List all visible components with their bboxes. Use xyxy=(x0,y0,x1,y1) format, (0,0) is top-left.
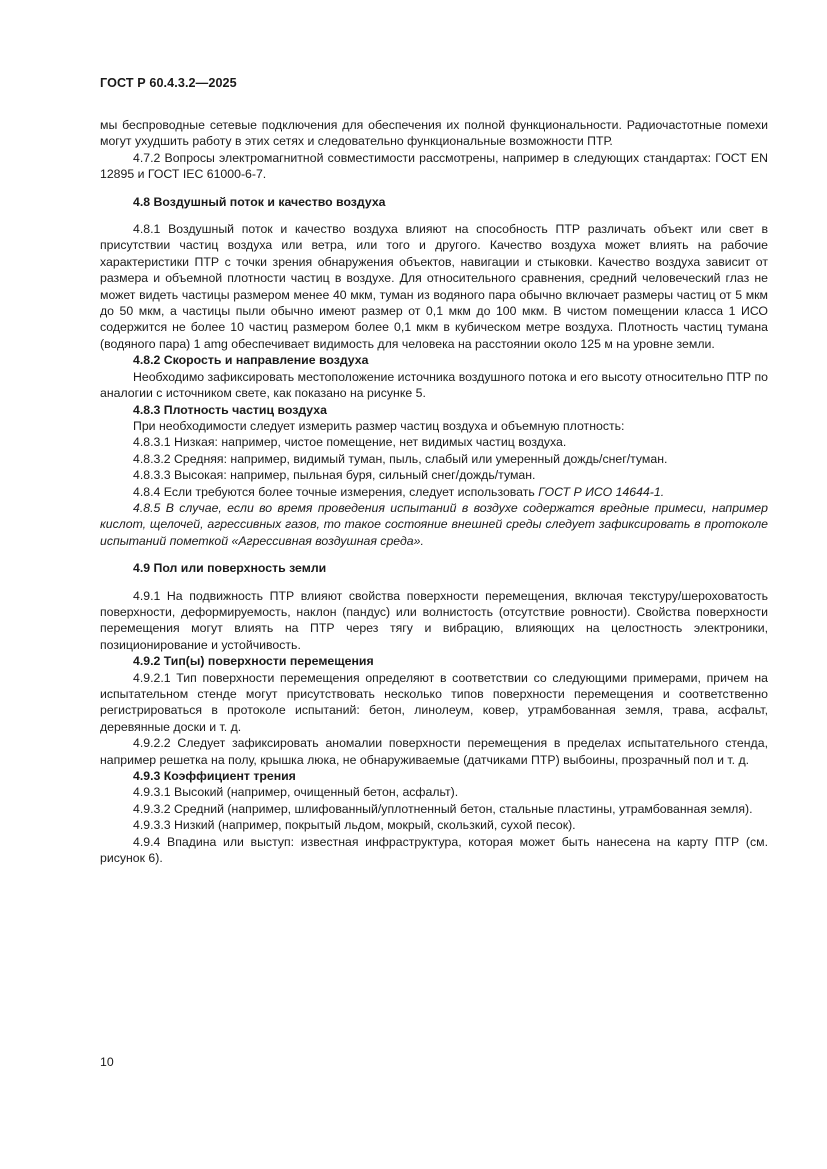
paragraph-4-9-2-2: 4.9.2.2 Следует зафиксировать аномалии поверхности перемещения в пределах испытательного стенда, например решетка на полу, крышка люка, не обнаруживаемые (датчиками ПТР) выбоины, прозрачный пол и т. д. xyxy=(100,736,768,767)
paragraph-4-9-4: 4.9.4 Впадина или выступ: известная инфраструктура, которая может быть нанесена на карту ПТР (см. рисунок 6). xyxy=(100,834,768,866)
paragraph-4-9-2-1: 4.9.2.1 Тип поверхности перемещения определяют в соответствии со следующими примерами, причем на испытательном стенде могут присутствовать несколько типов поверхности перемещения и соответственно регистрироваться в протоколе испытаний: бетон, линолеум, ковер, утрамбованная земля, трава, асфальт, деревянные доски и т. д. xyxy=(100,670,768,734)
section-heading-4-9: 4.9 Пол или поверхность земли xyxy=(133,561,327,576)
paragraph-continuation: мы беспроводные сетевые подключения для обеспечения их полной функциональности. Радиочастотные помехи могут ухудшить работу в этих сетях и следовательно функциональные возможности ПТР. xyxy=(100,118,768,149)
subsection-heading-4-8-2: 4.8.2 Скорость и направление воздуха xyxy=(133,353,369,368)
standard-reference: ГОСТ Р ИСО 14644-1. xyxy=(538,484,665,499)
paragraph-4-8-3-3: 4.8.3.3 Высокая: например, пыльная буря, сильный снег/дождь/туман. xyxy=(133,468,536,483)
paragraph-4-8-4 xyxy=(100,484,768,500)
document-header: ГОСТ Р 60.4.3.2—2025 xyxy=(100,76,237,90)
paragraph-4-8-3-2: 4.8.3.2 Средняя: например, видимый туман, пыль, слабый или умеренный дождь/снег/туман. xyxy=(133,451,668,466)
subsection-heading-4-9-2: 4.9.2 Тип(ы) поверхности перемещения xyxy=(133,654,374,669)
subsection-heading-4-8-3: 4.8.3 Плотность частиц воздуха xyxy=(133,402,327,417)
paragraph-4-9-3-2: 4.9.3.2 Средний (например, шлифованный/уплотненный бетон, стальные пластины, утрамбованная земля). xyxy=(133,801,753,816)
section-heading-4-8: 4.8 Воздушный поток и качество воздуха xyxy=(133,194,386,209)
subsection-heading-4-9-3: 4.9.3 Коэффициент трения xyxy=(133,769,296,784)
document-body xyxy=(100,117,768,866)
paragraph-4-9-1: 4.9.1 На подвижность ПТР влияют свойства поверхности перемещения, включая текстуру/шероховатость поверхности, деформируемость, наклон (пандус) или волнистость (отсутствие ровности). Свойства поверхности перемещения могут влиять на ПТР через тягу и вибрацию, влияющих на целостность электроники, позиционирование и устойчивость. xyxy=(100,588,768,652)
page-number: 10 xyxy=(100,1055,114,1069)
paragraph-4-8-4-text: 4.8.4 Если требуются более точные измерения, следует использовать xyxy=(133,484,539,499)
paragraph-4-8-1: 4.8.1 Воздушный поток и качество воздуха влияют на способность ПТР различать объект или свет в присутствии частиц воздуха или ветра, или того и другого. Качество воздуха может влиять на рабочие характеристики ПТР с точки зрения обнаружения объектов, навигации и стыковки. Качество воздуха зависит от размера и объемной плотности частиц в воздухе. Для относительного сравнения, средний человеческий глаз не может видеть частицы размером менее 40 мкм, туман из водяного пара обычно включает размеры частиц от 5 мкм до 50 мкм, а частицы пыли обычно имеют размер от 0,1 мкм до 100 мкм. В чистом помещении класса 1 ИСО содержится не более 10 частиц размером более 0,1 мкм в кубическом метре воздуха. Плотность частиц тумана (водяного пара) 1 amg обеспечивает видимость для человека на расстоянии около 125 м на уровне земли. xyxy=(100,222,768,351)
paragraph-4-9-3-3: 4.9.3.3 Низкий (например, покрытый льдом, мокрый, скользкий, сухой песок). xyxy=(133,818,576,833)
paragraph-4-9-3-1: 4.9.3.1 Высокий (например, очищенный бетон, асфальт). xyxy=(133,785,459,800)
paragraph-4-8-3-1: 4.8.3.1 Низкая: например, чистое помещение, нет видимых частиц воздуха. xyxy=(133,435,567,450)
paragraph-4-7-2: 4.7.2 Вопросы электромагнитной совместимости рассмотрены, например в следующих стандартах: ГОСТ EN 12895 и ГОСТ IEC 61000-6-7. xyxy=(100,150,768,182)
paragraph-4-8-5: 4.8.5 В случае, если во время проведения испытаний в воздухе содержатся вредные примеси, например кислот, щелочей, агрессивных газов, то такое состояние внешней среды следует зафиксировать в протоколе испытаний пометкой «Агрессивная воздушная среда». xyxy=(100,500,768,548)
paragraph-4-8-3: При необходимости следует измерить размер частиц воздуха и объемную плотность: xyxy=(133,418,625,433)
paragraph-4-8-2: Необходимо зафиксировать местоположение источника воздушного потока и его высоту относительно ПТР по аналогии с источником свете, как показано на рисунке 5. xyxy=(100,369,768,401)
